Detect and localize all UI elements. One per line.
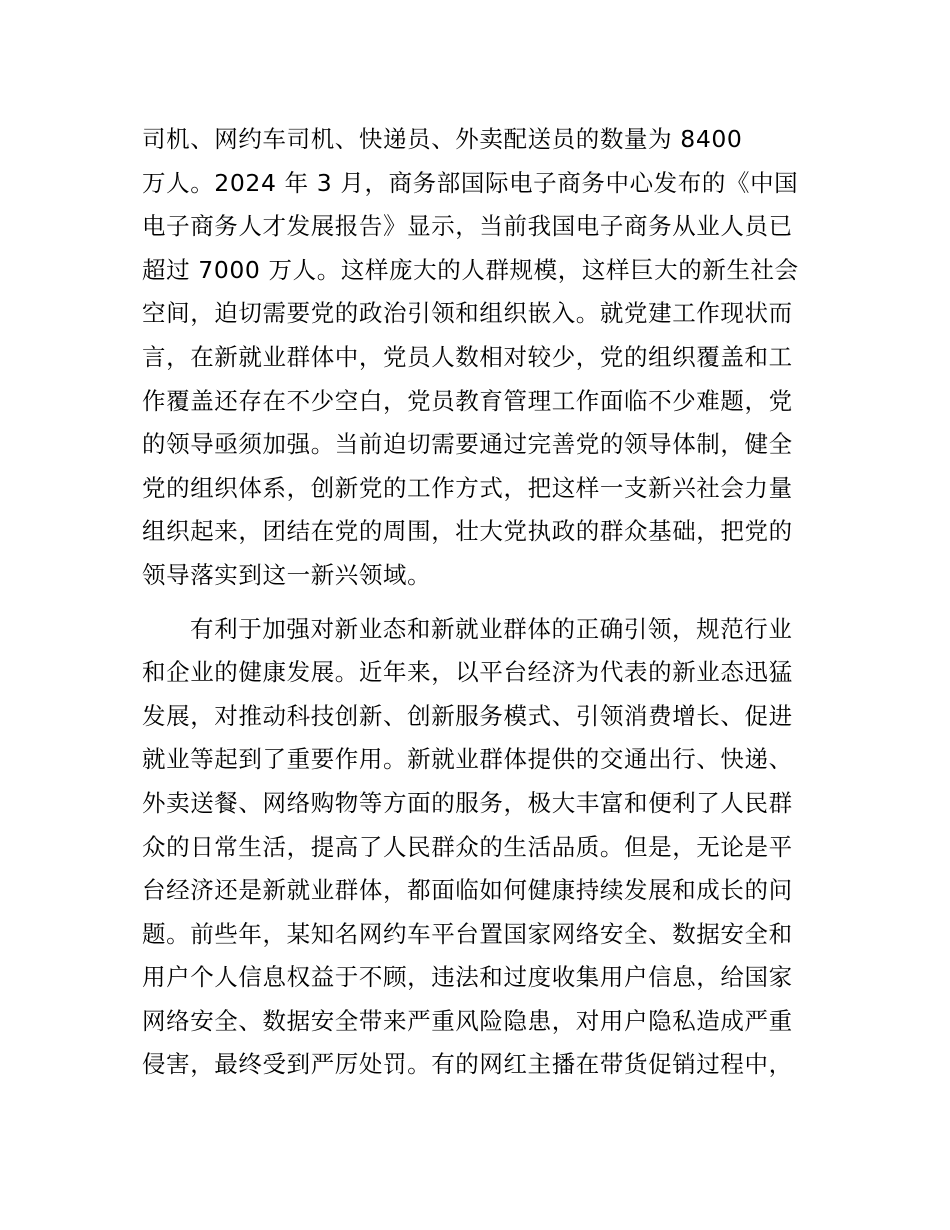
text-line: 组织起来，团结在党的周围，壮大党执政的群众基础，把党的 [142,517,793,546]
text-line: 外卖送餐、网络购物等方面的服务，极大丰富和便利了人民群 [142,788,793,817]
text-line: 超过 7000 万人。这样庞大的人群规模，这样巨大的新生社会 [142,255,799,284]
text-line: 言，在新就业群体中，党员人数相对较少，党的组织覆盖和工 [142,342,793,371]
text-line: 和企业的健康发展。近年来，以平台经济为代表的新业态迅猛 [142,658,793,687]
text-line-indented: 有利于加强对新业态和新就业群体的正确引领，规范行业 [190,614,793,643]
text-line: 司机、网约车司机、快递员、外卖配送员的数量为 8400 [142,125,743,153]
text-line: 万人。2024 年 3 月，商务部国际电子商务中心发布的《中国 [142,168,799,197]
text-line: 网络安全、数据安全带来严重风险隐患，对用户隐私造成严重 [142,1006,793,1035]
text-line: 众的日常生活，提高了人民群众的生活品质。但是，无论是平 [142,832,793,861]
text-line: 发展，对推动科技创新、创新服务模式、引领消费增长、促进 [142,701,793,730]
text-line: 侵害，最终受到严厉处罚。有的网红主播在带货促销过程中， [142,1050,793,1079]
text-line: 台经济还是新就业群体，都面临如何健康持续发展和成长的问 [142,876,793,905]
text-line: 就业等起到了重要作用。新就业群体提供的交通出行、快递、 [142,745,793,774]
text-line: 作覆盖还存在不少空白，党员教育管理工作面临不少难题，党 [142,386,793,415]
text-line: 领导落实到这一新兴领域。 [142,560,432,589]
text-line: 用户个人信息权益于不顾，违法和过度收集用户信息，给国家 [142,963,793,992]
text-line: 党的组织体系，创新党的工作方式，把这样一支新兴社会力量 [142,473,793,502]
text-line: 的领导亟须加强。当前迫切需要通过完善党的领导体制，健全 [142,430,793,459]
text-line: 电子商务人才发展报告》显示，当前我国电子商务从业人员已 [142,212,793,241]
text-line: 空间，迫切需要党的政治引领和组织嵌入。就党建工作现状而 [142,299,793,328]
document-body [142,118,814,1087]
text-line: 题。前些年，某知名网约车平台置国家网络安全、数据安全和 [142,919,793,948]
paragraph-1 [142,118,814,598]
paragraph-2 [142,608,814,1088]
